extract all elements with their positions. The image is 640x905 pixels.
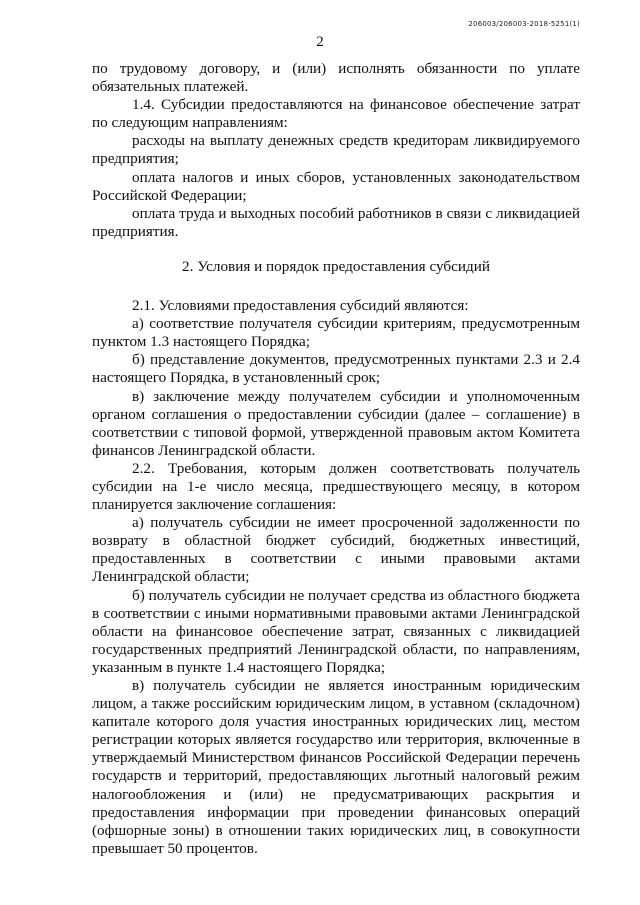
paragraph: в) заключение между получателем субсидии и уполномоченным органом соглашения о предоставлении субсидии (далее – соглашение) в соответствии с типовой формой, утвержденной правовым актом Комитета финансов Ленинградской области. <box>92 387 580 459</box>
paragraph: а) соответствие получателя субсидии критериям, предусмотренным пунктом 1.3 настоящего Порядка; <box>92 315 580 351</box>
paragraph: оплата налогов и иных сборов, установленных законодательством Российской Федерации; <box>92 168 580 204</box>
paragraph: б) представление документов, предусмотренных пунктами 2.3 и 2.4 настоящего Порядка, в установленный срок; <box>92 351 580 387</box>
document-body <box>92 60 580 858</box>
paragraph: в) получатель субсидии не является иностранным юридическим лицом, а также российским юридическим лицом, в уставном (складочном) капитале которого доля участия иностранных юридических лиц, местом регистрации которых является государство или территория, включенные в утверждаемый Министерством финансов Российской Федерации перечень государств и территорий, предоставляющих льготный налоговый режим налогообложения и (или) не предусматривающих раскрытия и предоставления информации при проведении финансовых операций (офшорные зоны) в отношении таких юридических лиц, в совокупности превышает 50 процентов. <box>92 677 580 857</box>
paragraph: 2.2. Требования, которым должен соответствовать получатель субсидии на 1-е число месяца, предшествующего месяцу, в котором планируется заключение соглашения: <box>92 459 580 514</box>
page-number: 2 <box>316 34 324 50</box>
paragraph: 1.4. Субсидии предоставляются на финансовое обеспечение затрат по следующим направлениям: <box>92 96 580 132</box>
paragraph: оплата труда и выходных пособий работников в связи с ликвидацией предприятия. <box>92 204 580 240</box>
paragraph: 2.1. Условиями предоставления субсидий являются: <box>132 297 469 315</box>
paragraph: расходы на выплату денежных средств кредиторам ликвидируемого предприятия; <box>92 132 580 168</box>
paragraph: а) получатель субсидии не имеет просроченной задолженности по возврату в областной бюджет субсидий, бюджетных инвестиций, предоставленных в соответствии с иными правовыми актами Ленинградской области; <box>92 514 580 586</box>
section-heading: 2. Условия и порядок предоставления субсидий <box>182 257 490 275</box>
paragraph: по трудовому договору, и (или) исполнять обязанности по уплате обязательных платежей. <box>92 60 580 96</box>
paragraph: б) получатель субсидии не получает средства из областного бюджета в соответствии с иными нормативными правовыми актами Ленинградской области на финансовое обеспечение затрат, связанных с ликвидацией государственных предприятий Ленинградской области, по направлениям, указанным в пункте 1.4 настоящего Порядка; <box>92 586 580 676</box>
document-registration-number: 206003/206003-2018-5251(1) <box>468 20 580 28</box>
